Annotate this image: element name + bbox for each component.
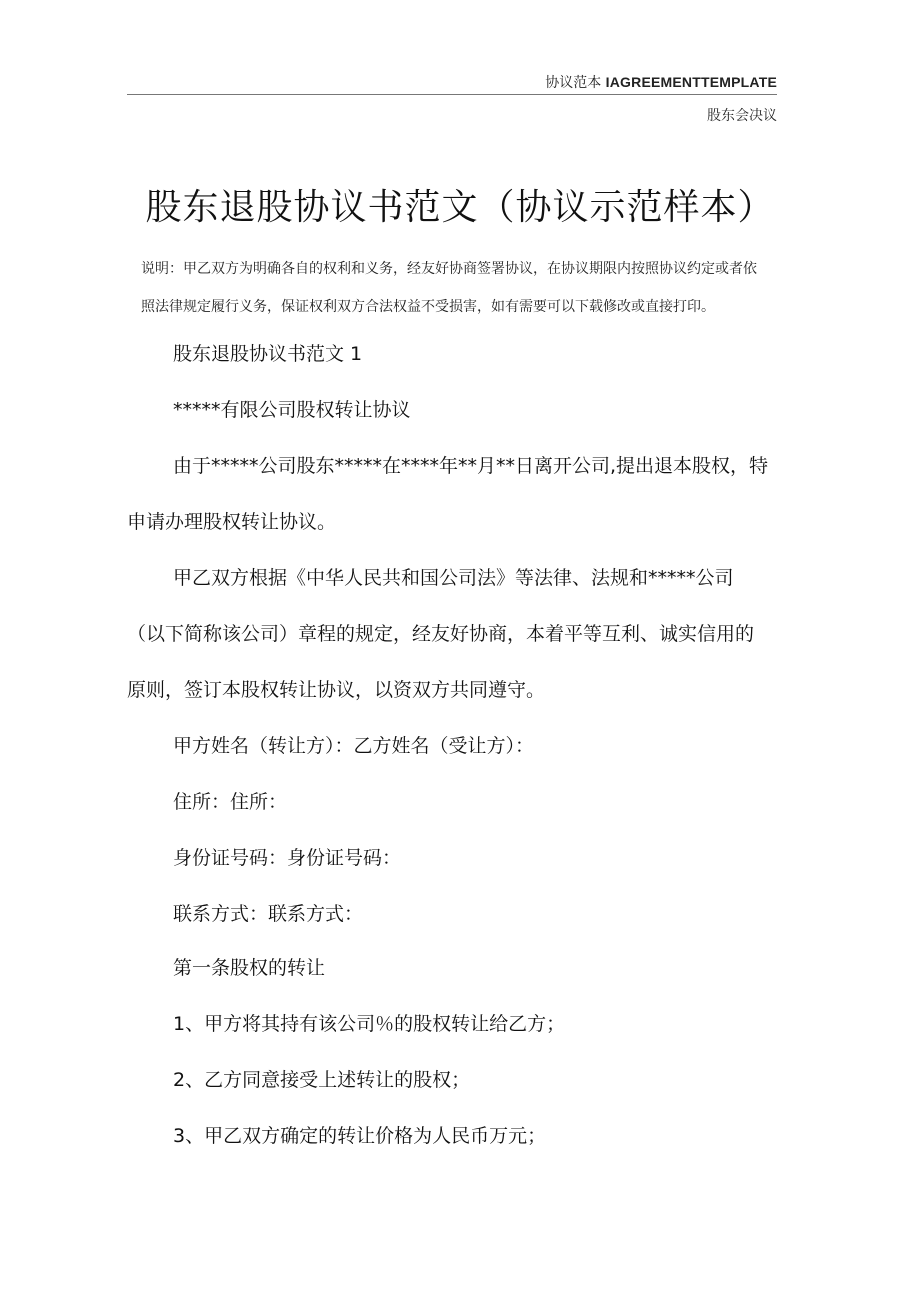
- agreement-title: *****有限公司股权转让协议: [173, 399, 411, 421]
- paragraph-2-line-1: 甲乙双方根据《中华人民共和国公司法》等法律、法规和*****公司: [173, 567, 734, 589]
- document-title: 股东退股协议书范文（协议示范样本）: [145, 187, 775, 228]
- contact-field: 联系方式：联系方式：: [173, 903, 364, 925]
- paragraph-2-line-2: （以下简称该公司）章程的规定，经友好协商，本着平等互利、诚实信用的: [127, 623, 755, 645]
- article-1-item-1: 1、甲方将其持有该公司％的股权转让给乙方；: [173, 1013, 566, 1035]
- id-number-field: 身份证号码：身份证号码：: [173, 847, 402, 869]
- document-category: 股东会决议: [707, 108, 777, 124]
- header-brand: IAGREEMENTTEMPLATE: [605, 74, 777, 90]
- document-note: [141, 250, 801, 326]
- paragraph-1-line-2: 申请办理股权转让协议。: [127, 511, 337, 533]
- note-line-2: 照法律规定履行义务，保证权利双方合法权益不受损害，如有需要可以下载修改或直接打印。: [141, 299, 715, 315]
- note-line-1: 说明：甲乙双方为明确各自的权利和义务，经友好协商签署协议，在协议期限内按照协议约定或者依: [141, 261, 757, 277]
- article-1-item-2: 2、乙方同意接受上述转让的股权；: [173, 1069, 471, 1091]
- article-1-heading: 第一条股权的转让: [173, 957, 326, 979]
- party-names-field: 甲方姓名（转让方）：乙方姓名（受让方）：: [173, 735, 535, 757]
- page-header: [545, 72, 777, 93]
- paragraph-1-line-1: 由于*****公司股东*****在****年**月**日离开公司,提出退本股权，特: [173, 455, 769, 477]
- header-label: 协议范本: [545, 75, 606, 91]
- address-field: 住所：住所：: [173, 791, 288, 813]
- article-1-item-3: 3、甲乙双方确定的转让价格为人民币万元；: [173, 1125, 547, 1147]
- paragraph-2-line-3: 原则，签订本股权转让协议，以资双方共同遵守。: [127, 679, 546, 701]
- header-divider: [127, 94, 777, 95]
- section-heading: 股东退股协议书范文 1: [173, 343, 363, 365]
